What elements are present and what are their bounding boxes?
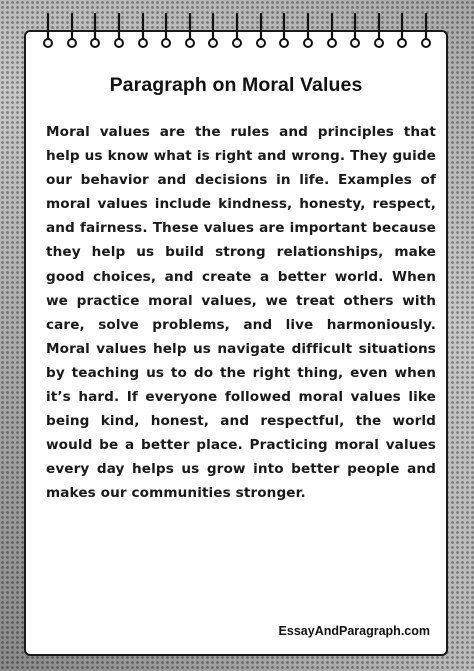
spiral-binding-ring-icon bbox=[278, 12, 290, 52]
spiral-binding-ring-icon bbox=[160, 12, 172, 52]
spiral-binding-ring-icon bbox=[42, 12, 54, 52]
site-watermark: EssayAndParagraph.com bbox=[278, 624, 430, 638]
page-title: Paragraph on Moral Values bbox=[109, 74, 363, 96]
spiral-binding-ring-icon bbox=[66, 12, 78, 52]
spiral-binding-ring-icon bbox=[326, 12, 338, 52]
notebook-page bbox=[24, 30, 448, 656]
paragraph-text: Moral values are the rules and principles that help us know what is right and wrong. They guide our behavior and decisions in life. Examples of moral values include kindness, honesty, respect, and fairness. These values are important because they help us build strong relationships, make good choices, and create a better world. When we practice moral values, we treat others with care, solve problems, and live harmoniously. Moral values help us navigate difficult situations by teaching us to do the right thing, even when it’s hard. If everyone followed moral values like being kind, honest, and respectful, the world would be a better place. Practicing moral values every day helps us grow into better people and makes our communities stronger. bbox=[46, 124, 436, 502]
spiral-binding-ring-icon bbox=[184, 12, 196, 52]
spiral-binding bbox=[26, 12, 446, 52]
spiral-binding-ring-icon bbox=[396, 12, 408, 52]
spiral-binding-ring-icon bbox=[231, 12, 243, 52]
spiral-binding-ring-icon bbox=[349, 12, 361, 52]
spiral-binding-ring-icon bbox=[302, 12, 314, 52]
spiral-binding-ring-icon bbox=[137, 12, 149, 52]
spiral-binding-ring-icon bbox=[420, 12, 432, 52]
spiral-binding-ring-icon bbox=[373, 12, 385, 52]
spiral-binding-ring-icon bbox=[89, 12, 101, 52]
spiral-binding-ring-icon bbox=[113, 12, 125, 52]
spiral-binding-ring-icon bbox=[207, 12, 219, 52]
spiral-binding-ring-icon bbox=[255, 12, 267, 52]
